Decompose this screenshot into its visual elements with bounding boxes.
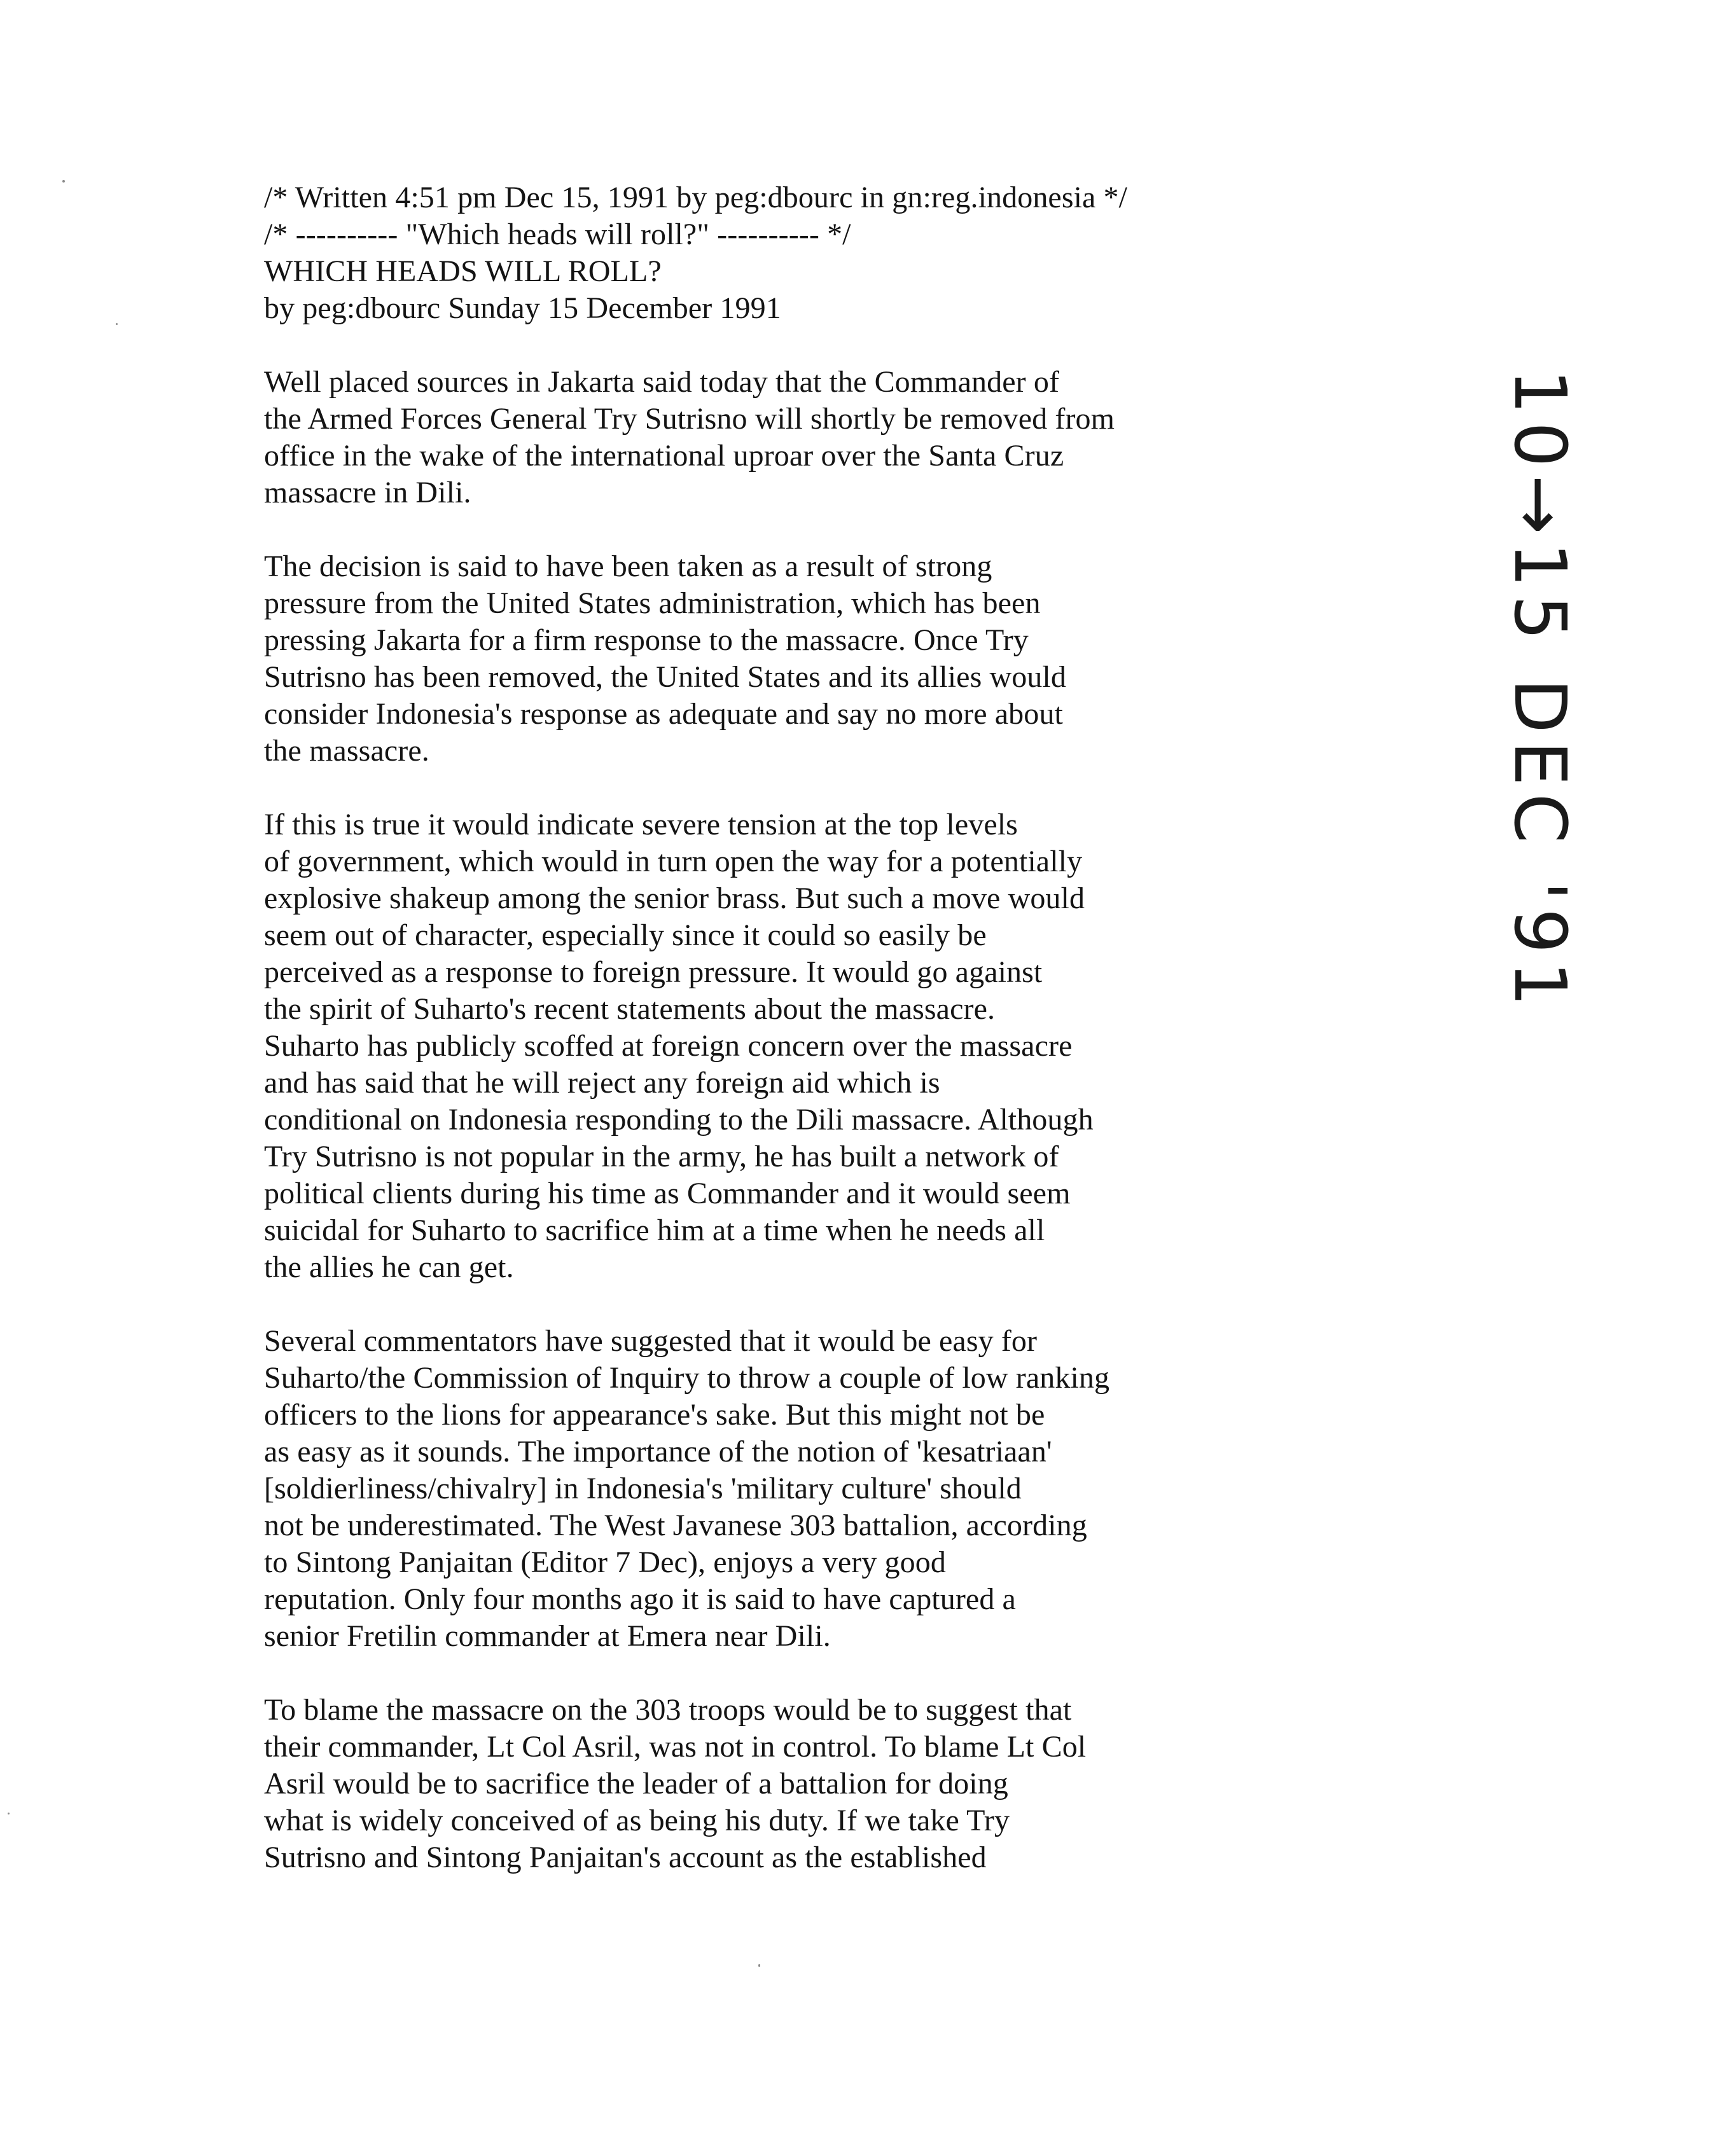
paragraph-line: reputation. Only four months ago it is said to have captured a bbox=[264, 1582, 1016, 1616]
scan-speck bbox=[8, 1813, 10, 1814]
header bbox=[264, 179, 1231, 327]
paragraph-line: the massacre. bbox=[264, 734, 429, 768]
document-text bbox=[264, 179, 1231, 1876]
paragraph-line: Asril would be to sacrifice the leader of a battalion for doing bbox=[264, 1767, 1008, 1800]
paragraph-line: political clients during his time as Commander and it would seem bbox=[264, 1177, 1071, 1210]
paragraph-4 bbox=[264, 1323, 1231, 1655]
paragraph-line: to Sintong Panjaitan (Editor 7 Dec), enjoys a very good bbox=[264, 1545, 946, 1579]
paragraph-line: suicidal for Suharto to sacrifice him at a time when he needs all bbox=[264, 1213, 1045, 1247]
paragraph-line: If this is true it would indicate severe tension at the top levels bbox=[264, 808, 1018, 841]
paragraph-line: pressing Jakarta for a firm response to the massacre. Once Try bbox=[264, 623, 1029, 657]
header-line-written: /* Written 4:51 pm Dec 15, 1991 by peg:dbourc in gn:reg.indonesia */ bbox=[264, 181, 1128, 214]
paragraph-line: conditional on Indonesia responding to the Dili massacre. Although bbox=[264, 1103, 1094, 1137]
paragraph-line: Well placed sources in Jakarta said today that the Commander of bbox=[264, 365, 1060, 399]
paragraph-line: pressure from the United States administration, which has been bbox=[264, 586, 1041, 620]
paragraph-line: the spirit of Suharto's recent statements about the massacre. bbox=[264, 992, 996, 1026]
paragraph-line: Suharto has publicly scoffed at foreign concern over the massacre bbox=[264, 1029, 1073, 1063]
paragraph-line: not be underestimated. The West Javanese 303 battalion, according bbox=[264, 1509, 1087, 1542]
paragraph-line: Sutrisno and Sintong Panjaitan's account as the established bbox=[264, 1841, 987, 1874]
paragraph-line: office in the wake of the international uproar over the Santa Cruz bbox=[264, 439, 1064, 473]
paragraph-line: seem out of character, especially since it could so easily be bbox=[264, 918, 987, 952]
article-title: WHICH HEADS WILL ROLL? bbox=[264, 254, 662, 288]
paragraph-line: The decision is said to have been taken as a result of strong bbox=[264, 549, 992, 583]
paragraph-line: Suharto/the Commission of Inquiry to throw a couple of low ranking bbox=[264, 1361, 1110, 1395]
spacer bbox=[264, 327, 1231, 364]
paragraph-line: of government, which would in turn open the way for a potentially bbox=[264, 845, 1083, 878]
paragraph-line: the allies he can get. bbox=[264, 1250, 514, 1284]
paragraph-line: consider Indonesia's response as adequate and say no more about bbox=[264, 697, 1063, 731]
byline: by peg:dbourc Sunday 15 December 1991 bbox=[264, 291, 781, 325]
paragraph-line: and has said that he will reject any foreign aid which is bbox=[264, 1066, 940, 1100]
spacer bbox=[264, 770, 1231, 806]
spacer bbox=[264, 1286, 1231, 1323]
paragraph-line: their commander, Lt Col Asril, was not in control. To blame Lt Col bbox=[264, 1730, 1087, 1764]
paragraph-3 bbox=[264, 806, 1231, 1286]
paragraph-line: perceived as a response to foreign pressure. It would go against bbox=[264, 955, 1043, 989]
paragraph-line: as easy as it sounds. The importance of the notion of 'kesatriaan' bbox=[264, 1435, 1052, 1468]
paragraph-line: Try Sutrisno is not popular in the army, he has built a network of bbox=[264, 1140, 1059, 1173]
paragraph-line: officers to the lions for appearance's sake. But this might not be bbox=[264, 1398, 1045, 1432]
handwritten-date-note: 10→15 DEC '91 bbox=[1498, 369, 1581, 1014]
paragraph-line: senior Fretilin commander at Emera near Dili. bbox=[264, 1619, 831, 1653]
spacer bbox=[264, 1655, 1231, 1692]
spacer bbox=[264, 511, 1231, 548]
paragraph-line: explosive shakeup among the senior brass. But such a move would bbox=[264, 881, 1085, 915]
paragraph-line: the Armed Forces General Try Sutrisno will shortly be removed from bbox=[264, 402, 1115, 436]
paragraph-line: massacre in Dili. bbox=[264, 476, 471, 509]
paragraph-5 bbox=[264, 1692, 1231, 1876]
scan-speck bbox=[116, 323, 118, 325]
paragraph-2 bbox=[264, 548, 1231, 770]
scan-speck bbox=[62, 180, 65, 183]
paragraph-line: Several commentators have suggested that it would be easy for bbox=[264, 1324, 1038, 1358]
paragraph-line: To blame the massacre on the 303 troops would be to suggest that bbox=[264, 1693, 1072, 1727]
paragraph-line: Sutrisno has been removed, the United States and its allies would bbox=[264, 660, 1066, 694]
paragraph-1 bbox=[264, 364, 1231, 511]
scan-speck bbox=[758, 1964, 760, 1967]
paragraph-line: [soldierliness/chivalry] in Indonesia's 'military culture' should bbox=[264, 1472, 1022, 1505]
header-line-subject: /* ---------- "Which heads will roll?" ---------- */ bbox=[264, 218, 851, 251]
paragraph-line: what is widely conceived of as being his duty. If we take Try bbox=[264, 1804, 1010, 1837]
